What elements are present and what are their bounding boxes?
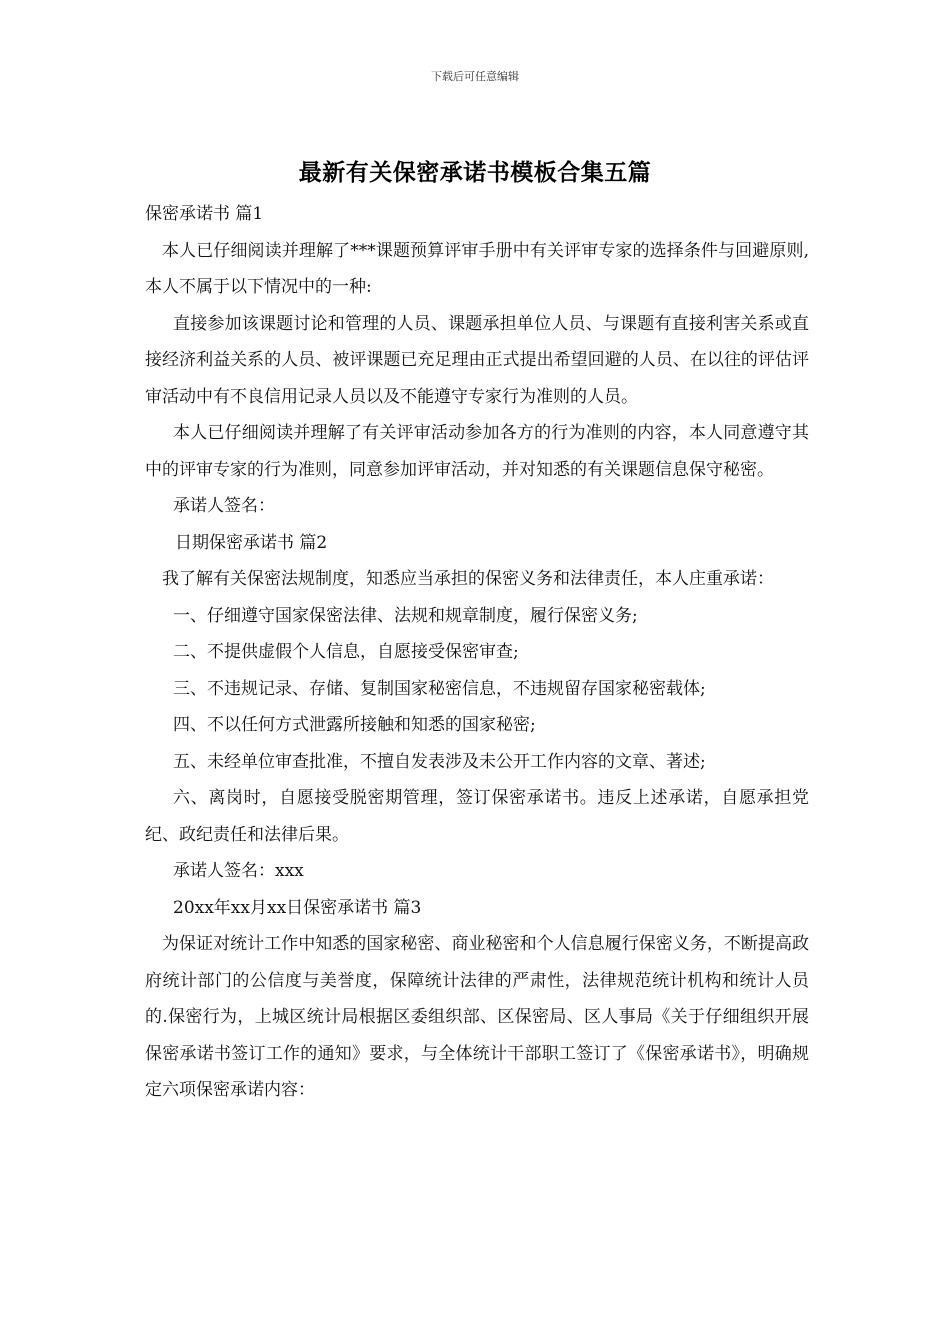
paragraph: 为保证对统计工作中知悉的国家秘密、商业秘密和个人信息履行保密义务，不断提高政府统计部门的公信度与美誉度，保障统计法律的严肃性，法律规范统计机构和统计人员的.保密行为，上城区统计局根据区委组织部、区保密局、区人事局《关于仔细组织开展保密承诺书签订工作的通知》要求，与全体统计干部职工签订了《保密承诺书》，明确规定六项保密承诺内容：	[145, 934, 809, 1100]
list-item: 一、仔细遵守国家保密法律、法规和规章制度，履行保密义务;	[173, 605, 638, 626]
header-note: 下载后可任意编辑	[431, 70, 519, 83]
paragraph: 直接参加该课题讨论和管理的人员、课题承担单位人员、与课题有直接利害关系或直接经济利益关系的人员、被评课题已充足理由正式提出希望回避的人员、在以往的评估评审活动中有不良信用记录人员以及不能遵守专家行为准则的人员。	[145, 313, 809, 407]
paragraph: 本人已仔细阅读并理解了有关评审活动参加各方的行为准则的内容，本人同意遵守其中的评审专家的行为准则，同意参加评审活动，并对知悉的有关课题信息保守秘密。	[145, 423, 809, 480]
section-heading-3: 20xx年xx月xx日保密承诺书 篇3	[173, 897, 422, 918]
paragraph: 本人已仔细阅读并理解了***课题预算评审手册中有关评审专家的选择条件与回避原则,本人不属于以下情况中的一种:	[145, 240, 809, 297]
section-heading-2: 日期保密承诺书 篇2	[175, 532, 328, 553]
list-item: 三、不违规记录、存储、复制国家秘密信息，不违规留存国家秘密载体;	[173, 678, 706, 699]
list-item: 二、不提供虚假个人信息，自愿接受保密审查;	[173, 642, 519, 662]
document-body	[145, 196, 809, 1109]
signature-line: 承诺人签名：xxx	[173, 861, 304, 881]
list-item: 五、未经单位审查批准，不擅自发表涉及未公开工作内容的文章、著述;	[173, 751, 706, 772]
signature-line: 承诺人签名：	[173, 496, 275, 516]
paragraph: 我了解有关保密法规制度，知悉应当承担的保密义务和法律责任，本人庄重承诺：	[162, 569, 774, 589]
document-title: 最新有关保密承诺书模板合集五篇	[298, 160, 652, 186]
list-item: 四、不以任何方式泄露所接触和知悉的国家秘密;	[173, 715, 536, 735]
section-heading-1: 保密承诺书 篇1	[145, 204, 264, 224]
list-item: 六、离岗时，自愿接受脱密期管理，签订保密承诺书。违反上述承诺，自愿承担党纪、政纪责任和法律后果。	[145, 788, 809, 845]
